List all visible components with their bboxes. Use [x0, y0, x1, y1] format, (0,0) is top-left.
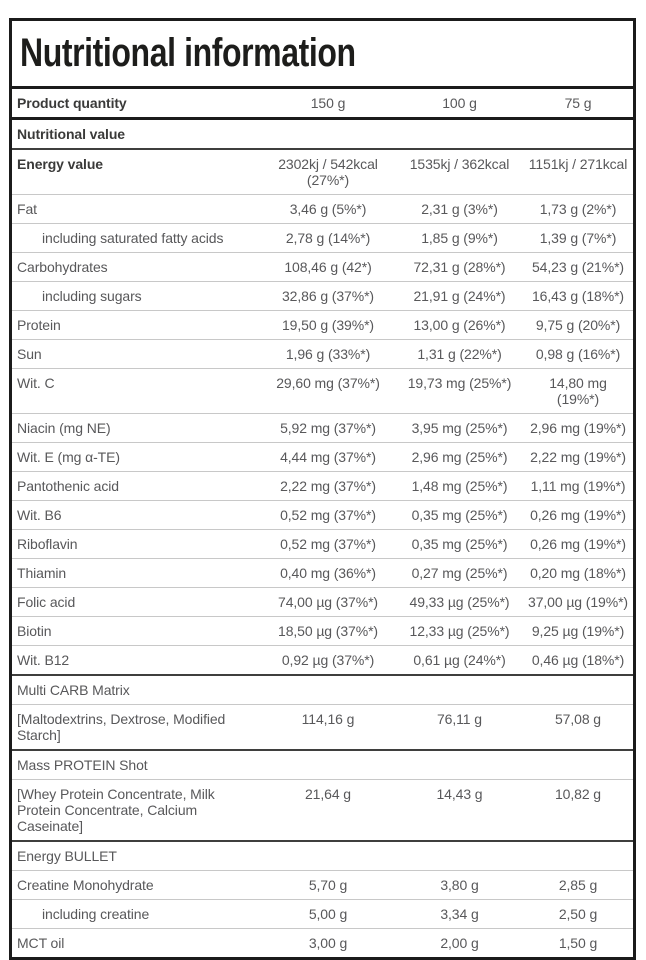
- row-value-1: 0,52 mg (37%*): [280, 536, 376, 552]
- row-value-2: 49,33 µg (25%*): [409, 594, 510, 610]
- row-label: Niacin (mg NE): [17, 420, 111, 436]
- row-value-1: 4,44 mg (37%*): [280, 449, 376, 465]
- table-row: [12, 500, 633, 529]
- table-row: [12, 194, 633, 223]
- row-label: Pantothenic acid: [17, 478, 119, 494]
- row-value-1: 2302kj / 542kcal (27%*): [278, 156, 378, 188]
- row-value-1: 5,92 mg (37%*): [280, 420, 376, 436]
- page-title: Nutritional information: [20, 31, 356, 75]
- row-value-3: 0,98 g (16%*): [535, 346, 621, 362]
- row-value-2: 76,11 g: [437, 711, 482, 727]
- row-label: Wit. C: [17, 375, 55, 391]
- table-row: [12, 704, 633, 749]
- row-value-1: 29,60 mg (37%*): [276, 375, 380, 391]
- row-value-2: 2,31 g (3%*): [421, 201, 498, 217]
- row-value-2: 13,00 g (26%*): [413, 317, 506, 333]
- row-value-2: 3,34 g: [440, 906, 479, 922]
- row-value-3: 9,25 µg (19%*): [531, 623, 625, 639]
- row-label: including saturated fatty acids: [42, 230, 224, 246]
- row-value-3: 2,22 mg (19%*): [530, 449, 626, 465]
- row-label: Wit. E (mg α-TE): [17, 449, 120, 465]
- row-value-3: 1,11 mg (19%*): [530, 478, 626, 494]
- row-value-1: 0,92 µg (37%*): [281, 652, 375, 668]
- row-value-1: 3,46 g (5%*): [289, 201, 367, 217]
- row-value-2: 0,35 mg (25%*): [411, 507, 508, 523]
- row-value-1: 108,46 g (42*): [284, 259, 372, 275]
- row-label: Fat: [17, 201, 37, 217]
- row-value-3: 1,39 g (7%*): [539, 230, 617, 246]
- row-label: Wit. B6: [17, 507, 62, 523]
- table-body: [12, 120, 633, 957]
- row-value-3: 54,23 g (21%*): [532, 259, 624, 275]
- section-row: [12, 840, 633, 870]
- row-value-2: 1,48 mg (25%*): [411, 478, 508, 494]
- table-row: [12, 928, 633, 957]
- row-value-2: 21,91 g (24%*): [413, 288, 506, 304]
- row-value-2: 3,80 g: [440, 877, 479, 893]
- row-value-3: 57,08 g: [554, 711, 601, 727]
- table-row: [12, 252, 633, 281]
- row-value-1: 18,50 µg (37%*): [278, 623, 378, 639]
- row-label: Energy value: [17, 156, 103, 172]
- row-value-2: 1,85 g (9%*): [421, 230, 498, 246]
- table-row: [12, 587, 633, 616]
- row-label: Folic acid: [17, 594, 76, 610]
- row-label: Mass PROTEIN Shot: [17, 757, 148, 773]
- row-value-3: 1,50 g: [558, 935, 598, 951]
- row-value-3: 16,43 g (18%*): [532, 288, 624, 304]
- table-row: [12, 339, 633, 368]
- quantity-column-3: 75 g: [564, 95, 592, 111]
- row-label: Thiamin: [17, 565, 67, 581]
- row-label: MCT oil: [17, 935, 65, 951]
- row-value-2: 0,27 mg (25%*): [411, 565, 508, 581]
- row-value-1: 2,22 mg (37%*): [280, 478, 376, 494]
- table-row: [12, 529, 633, 558]
- row-value-1: 0,40 mg (36%*): [280, 565, 376, 581]
- row-value-1: 5,00 g: [308, 906, 348, 922]
- row-value-2: 1535kj / 362kcal: [409, 156, 510, 172]
- row-value-2: 1,31 g (22%*): [417, 346, 502, 362]
- table-row: [12, 779, 633, 840]
- row-label: Biotin: [17, 623, 52, 639]
- quantity-column-1: 150 g: [310, 95, 346, 111]
- row-value-2: 2,00 g: [440, 935, 479, 951]
- table-row: [12, 645, 633, 674]
- table-row: [12, 442, 633, 471]
- row-label: [Maltodextrins, Dextrose, Modified Starch]: [17, 711, 226, 743]
- row-value-2: 19,73 mg (25%*): [407, 375, 512, 391]
- row-value-2: 2,96 mg (25%*): [411, 449, 508, 465]
- row-value-2: 0,61 µg (24%*): [413, 652, 506, 668]
- table-row: [12, 471, 633, 500]
- section-row: [12, 120, 633, 150]
- row-value-3: 2,85 g: [558, 877, 598, 893]
- row-value-2: 14,43 g: [436, 786, 483, 802]
- row-value-2: 12,33 µg (25%*): [409, 623, 510, 639]
- row-value-3: 0,26 mg (19%*): [530, 536, 626, 552]
- table-row: [12, 223, 633, 252]
- table-row: [12, 870, 633, 899]
- row-label: Sun: [17, 346, 42, 362]
- nutrition-table: [9, 18, 636, 960]
- row-label: [Whey Protein Concentrate, Milk Protein Concentrate, Calcium Caseinate]: [17, 786, 215, 834]
- row-label: Protein: [17, 317, 61, 333]
- row-value-1: 2,78 g (14%*): [285, 230, 371, 246]
- row-label: Energy BULLET: [17, 848, 117, 864]
- row-value-1: 0,52 mg (37%*): [280, 507, 376, 523]
- row-value-1: 21,64 g: [304, 786, 351, 802]
- row-value-1: 5,70 g: [308, 877, 348, 893]
- row-value-2: 3,95 mg (25%*): [411, 420, 508, 436]
- row-value-3: 14,80 mg (19%*): [549, 375, 607, 407]
- row-value-1: 3,00 g: [308, 935, 348, 951]
- table-row: [12, 616, 633, 645]
- table-row: [12, 310, 633, 339]
- row-label: Nutritional value: [17, 126, 125, 142]
- section-row: [12, 674, 633, 704]
- product-quantity-row: [12, 89, 633, 120]
- product-quantity-label: Product quantity: [17, 95, 127, 111]
- row-label: Multi CARB Matrix: [17, 682, 130, 698]
- table-row: [12, 150, 633, 194]
- table-row: [12, 368, 633, 413]
- row-value-3: 37,00 µg (19%*): [528, 594, 628, 610]
- row-value-1: 74,00 µg (37%*): [278, 594, 378, 610]
- row-value-3: 0,46 µg (18%*): [531, 652, 625, 668]
- table-row: [12, 899, 633, 928]
- row-value-3: 0,26 mg (19%*): [530, 507, 626, 523]
- quantity-column-2: 100 g: [442, 95, 477, 111]
- row-value-1: 19,50 g (39%*): [282, 317, 374, 333]
- row-label: Creatine Monohydrate: [17, 877, 154, 893]
- row-value-3: 2,50 g: [558, 906, 598, 922]
- row-value-3: 1151kj / 271kcal: [528, 156, 628, 172]
- row-label: including creatine: [42, 906, 150, 922]
- row-value-3: 2,96 mg (19%*): [530, 420, 626, 436]
- row-value-2: 0,35 mg (25%*): [411, 536, 508, 552]
- table-row: [12, 558, 633, 587]
- table-row: [12, 413, 633, 442]
- row-label: Wit. B12: [17, 652, 70, 668]
- row-value-2: 72,31 g (28%*): [413, 259, 506, 275]
- row-value-1: 32,86 g (37%*): [282, 288, 374, 304]
- row-value-3: 1,73 g (2%*): [539, 201, 617, 217]
- row-value-3: 0,20 mg (18%*): [530, 565, 626, 581]
- row-label: Riboflavin: [17, 536, 78, 552]
- row-value-3: 9,75 g (20%*): [535, 317, 621, 333]
- row-value-1: 1,96 g (33%*): [285, 346, 371, 362]
- row-value-3: 10,82 g: [554, 786, 601, 802]
- section-row: [12, 749, 633, 779]
- row-label: Carbohydrates: [17, 259, 108, 275]
- row-label: including sugars: [42, 288, 142, 304]
- table-title-bar: [12, 21, 633, 89]
- table-row: [12, 281, 633, 310]
- row-value-1: 114,16 g: [301, 711, 355, 727]
